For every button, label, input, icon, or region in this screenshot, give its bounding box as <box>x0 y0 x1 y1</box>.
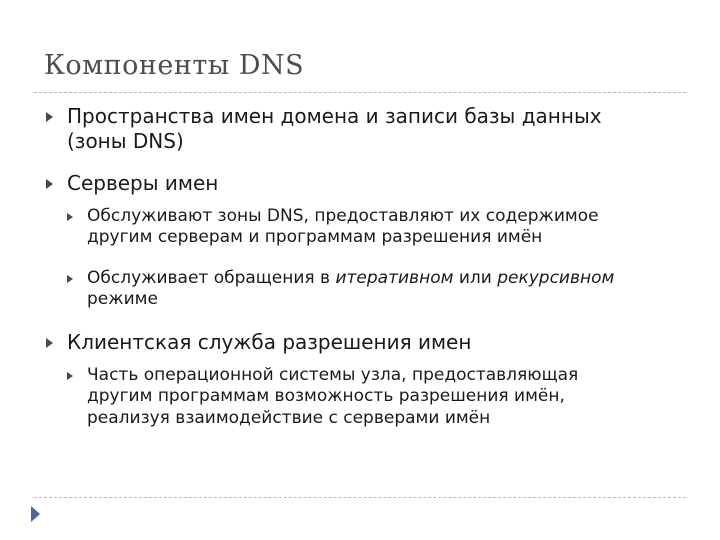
emphasis-iterative: итеративном <box>335 268 454 288</box>
bullet-text-line: Обслуживают зоны DNS, предоставляют их содержимое <box>87 206 599 226</box>
triangle-right-icon <box>67 275 73 283</box>
bullet-text-line: режиме <box>87 289 158 310</box>
emphasis-recursive: рекурсивном <box>497 268 615 288</box>
triangle-right-icon <box>46 338 53 348</box>
triangle-right-icon <box>46 112 53 122</box>
bullet-text-line: (зоны DNS) <box>67 129 184 153</box>
slide-title: Компоненты DNS <box>44 50 305 81</box>
triangle-right-icon <box>46 179 53 189</box>
bullet-text-mid: или <box>453 268 498 288</box>
triangle-right-icon <box>67 213 73 221</box>
bullet-text-prefix: Обслуживает обращения в <box>87 268 336 288</box>
bullet-text-line: другим серверам и программам разрешения имён <box>87 227 543 248</box>
bullet-text-line: Часть операционной системы узла, предоставляющая <box>87 365 579 385</box>
title-divider <box>34 92 686 93</box>
bullet-text-line: Серверы имен <box>67 171 219 195</box>
bullet-text-line: реализуя взаимодействие с серверами имён <box>87 407 491 428</box>
bullet-text-line: Клиентская служба разрешения имен <box>67 330 472 354</box>
play-arrow-icon[interactable] <box>31 506 40 522</box>
footer-divider <box>34 497 686 498</box>
bullet-text-line: другим программам возможность разрешения имён, <box>87 386 565 407</box>
bullet-text-line: Пространства имен домена и записи базы данных <box>67 104 602 128</box>
triangle-right-icon <box>67 372 73 380</box>
